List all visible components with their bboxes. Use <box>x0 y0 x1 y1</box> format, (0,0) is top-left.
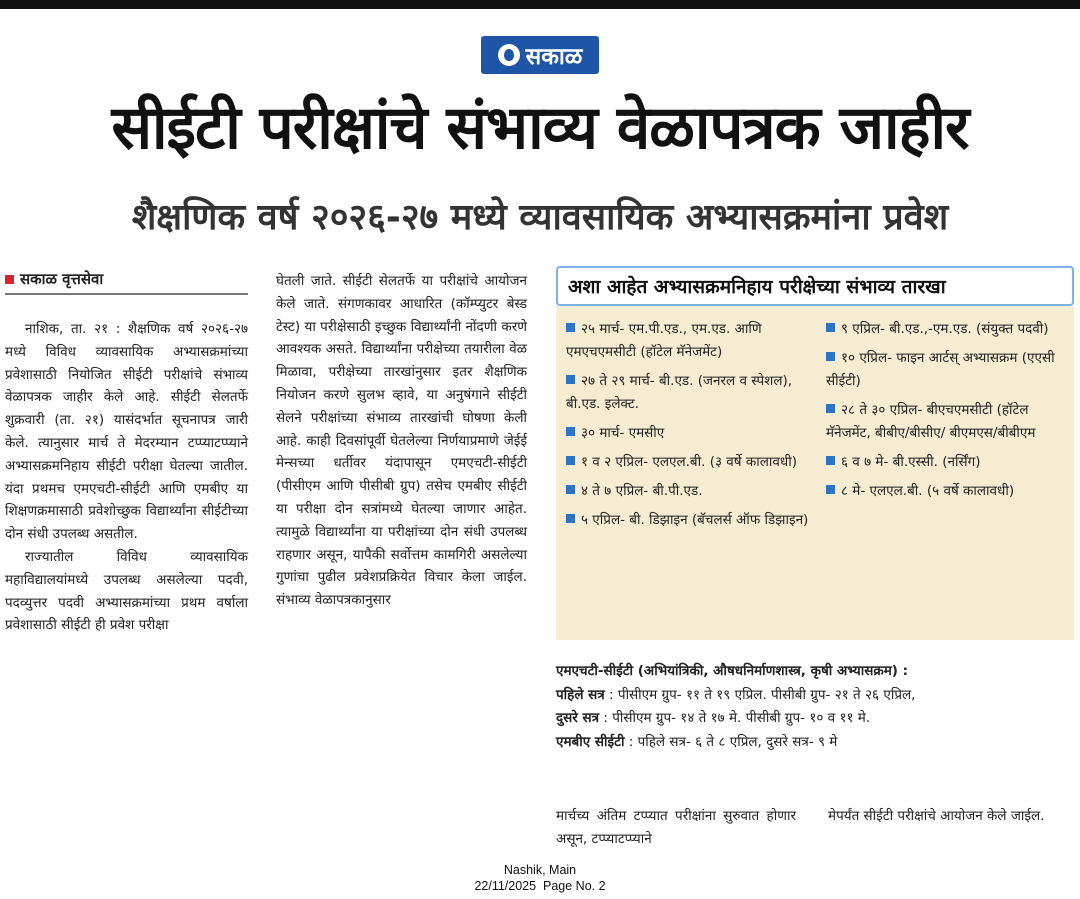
schedule-left-column <box>566 318 821 538</box>
bullet-square-icon <box>826 323 835 332</box>
mht-first-session <box>556 684 1076 708</box>
bullet-square-icon <box>566 323 575 332</box>
schedule-item: ३० मार्च- एमसीए <box>566 422 821 445</box>
bullet-square-icon <box>826 456 835 465</box>
article-column-2 <box>276 270 527 612</box>
footer-paragraph-2: मेपर्यंत सीईटी परीक्षांचे आयोजन केले जाईल. <box>828 808 1045 824</box>
bullet-square-icon <box>566 485 575 494</box>
bullet-square-icon <box>566 456 575 465</box>
schedule-box-title: अशा आहेत अभ्यासक्रमनिहाय परीक्षेच्या संभाव्य तारखा <box>556 266 1074 306</box>
edition-name: Nashik, Main <box>503 863 577 877</box>
edition-info <box>0 862 1080 894</box>
schedule-box <box>556 306 1074 640</box>
article-paragraph-1: नाशिक, ता. २१ : शैक्षणिक वर्ष २०२६-२७ मध्ये विविध व्यावसायिक अभ्यासक्रमांच्या प्रवेशासाठी नियोजित सीईटी परीक्षांचे संभाव्य वेळापत्रक जाहीर केले आहे. सीईटी सेलतर्फे शुक्रवारी (ता. २१) यासंदर्भात सूचनापत्र जारी केले. त्यानुसार मार्च ते मेदरम्यान टप्प्याटप्प्याने अभ्यासक्रमनिहाय सीईटी परीक्षा घेतल्या जातील. यंदा प्रथमच एमएचटी-सीईटी आणि एमबीए या शिक्षणक्रमासाठी प्रवेशोच्छुक विद्यार्थ्यांना सीईटीच्या दोन संधी उपलब्ध असतील. <box>5 321 248 543</box>
mba-cet-text: : पहिले सत्र- ६ ते ८ एप्रिल, दुसरे सत्र- ९ मे <box>624 733 838 750</box>
second-session-text: : पीसीएम ग्रुप- १४ ते १७ मे. पीसीबी ग्रुप- १० व ११ मे. <box>599 710 871 726</box>
byline <box>5 265 248 295</box>
first-session-label: पहिले सत्र <box>556 686 605 703</box>
schedule-right-column <box>826 318 1066 509</box>
article-column-1 <box>5 318 248 637</box>
logo-text: सकाळ <box>525 44 583 70</box>
mht-heading: एमएचटी-सीईटी (अभियांत्रिकी, औषधनिर्माणशास्त्र, कृषी अभ्यासक्रम) : <box>556 663 909 679</box>
bullet-square-icon <box>566 375 575 384</box>
footer-paragraph-1: मार्चच्य अंतिम टप्प्यात परीक्षांना सुरुवात होणार असून, टप्प्याटप्प्याने <box>556 808 796 847</box>
bullet-square-icon <box>566 514 575 523</box>
schedule-item: ६ व ७ मे- बी.एस्सी. (नर्सिंग) <box>826 451 1066 474</box>
schedule-item: २८ ते ३० एप्रिल- बीएचएमसीटी (हॉटेल मॅनेजमेंट, बीबीए/बीसीए/ बीएमएस/बीबीएम <box>826 402 1036 441</box>
byline-square-icon <box>5 275 14 284</box>
schedule-item: ९ एप्रिल- बी.एड.,-एम.एड. (संयुक्त पदवी) <box>826 318 1066 341</box>
mht-second-session <box>556 707 1076 731</box>
schedule-item: २५ मार्च- एम.पी.एड., एम.एड. आणि एमएचएमसीटी (हॉटेल मॅनेजमेंट) <box>566 321 762 360</box>
first-session-text: : पीसीएम ग्रुप- ११ ते १९ एप्रिल. पीसीबी ग्रुप- २१ ते २६ एप्रिल, <box>604 686 916 703</box>
headline: सीईटी परीक्षांचे संभाव्य वेळापत्रक जाहीर <box>111 93 969 163</box>
article-paragraph-2: राज्यातील विविध व्यावसायिक महाविद्यालयांमध्ये उपलब्ध असलेल्या पदवी, पदव्युत्तर पदवी अभ्यासक्रमांच्या प्रथम वर्षाला प्रवेशासाठी सीईटी ही प्रवेश परीक्षा <box>5 548 248 634</box>
schedule-item: ५ एप्रिल- बी. डिझाइन (बॅचलर्स ऑफ डिझाइन) <box>566 509 821 532</box>
schedule-item: ८ मे- एलएल.बी. (५ वर्षे कालावधी) <box>826 480 1066 503</box>
mba-cet-label: एमबीए सीईटी <box>556 733 625 750</box>
schedule-item: १० एप्रिल- फाइन आर्टस् अभ्यासक्रम (एएसी सीईटी) <box>826 350 1055 389</box>
sakal-logo <box>481 36 599 74</box>
mba-cet-line <box>556 731 1076 755</box>
top-border <box>0 0 1080 9</box>
bullet-square-icon <box>566 427 575 436</box>
schedule-item: १ व २ एप्रिल- एलएल.बी. (३ वर्षे कालावधी) <box>566 451 821 474</box>
second-session-label: दुसरे सत्र <box>556 710 600 726</box>
subheadline: शैक्षणिक वर्ष २०२६-२७ मध्ये व्यावसायिक अभ्यासक्रमांना प्रवेश <box>131 197 949 238</box>
mht-cet-details <box>556 660 1076 754</box>
article-paragraph-3: घेतली जाते. सीईटी सेलतर्फे या परीक्षांचे आयोजन केले जाते. संगणकावर आधारित (कॉम्प्युटर बेस्ड टेस्ट) या परीक्षेसाठी इच्छुक विद्यार्थ्यांनी नोंदणी करणे आवश्यक असते. विद्यार्थ्यांना परीक्षेच्या तयारीला वेळ मिळावा, परीक्षेच्या तारखांनुसार इतर शैक्षणिक नियोजन करणे सुलभ व्हावे, या अनुषंगाने सीईटी सेलने परीक्षांच्या संभाव्य तारखांची घोषणा केली आहे. काही दिवसांपूर्वी घेतलेल्या निर्णयाप्रमाणे जेईई मेन्सच्या धर्तीवर यंदापासून एमएचटी-सीईटी (पीसीएम आणि पीसीबी ग्रुप) तसेच एमबीए सीईटी या परीक्षा दोन सत्रांमध्ये घेतल्या जाणार आहेत. त्यामुळे विद्यार्थ्यांना या परीक्षांच्या दोन संधी उपलब्ध राहणार असून, यापैकी सर्वोत्तम कामगिरी असलेल्या गुणांचा पुढील प्रवेशप्रक्रियेत विचार केला जाईल. संभाव्य वेळापत्रकानुसार <box>276 273 527 609</box>
schedule-item: २७ ते २९ मार्च- बी.एड. (जनरल व स्पेशल), बी.एड. इलेक्ट. <box>566 373 793 412</box>
sakal-logo-icon <box>498 44 520 66</box>
byline-text: सकाळ वृत्तसेवा <box>20 270 104 288</box>
bullet-square-icon <box>826 485 835 494</box>
edition-date-page: 22/11/2025 Page No. 2 <box>474 879 606 893</box>
bullet-square-icon <box>826 352 835 361</box>
schedule-item: ४ ते ७ एप्रिल- बी.पी.एड. <box>566 480 821 503</box>
bullet-square-icon <box>826 404 835 413</box>
